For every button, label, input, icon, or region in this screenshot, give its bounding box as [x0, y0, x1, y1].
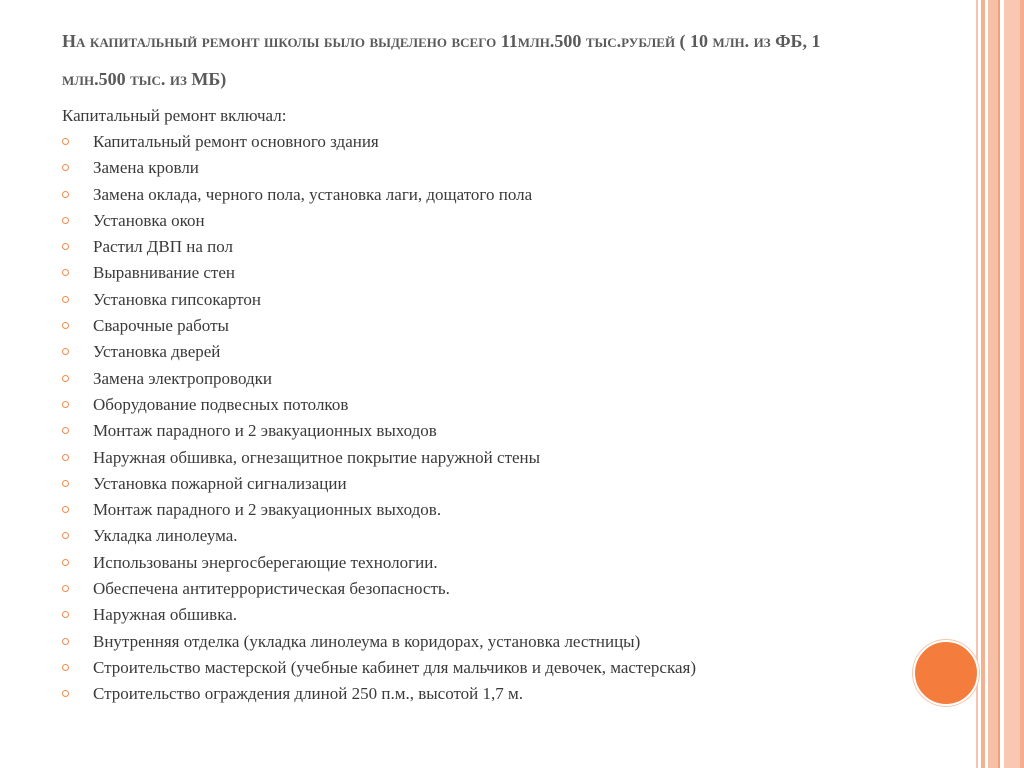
slide-title: На капитальный ремонт школы было выделено всего 11млн.500 тыс.рублей ( 10 млн. из ФБ, 1 млн.500 тыс. из МБ) [62, 31, 821, 89]
list-item [62, 234, 902, 260]
list-item-text: Замена электропроводки [93, 368, 272, 388]
list-item [62, 366, 902, 392]
list-item-text: Оборудование подвесных потолков [93, 394, 349, 414]
decorative-circle [913, 640, 979, 706]
list-item [62, 339, 902, 365]
list-item-text: Установка пожарной сигнализации [93, 473, 347, 493]
list-item-text: Использованы энергосберегающие технологии. [93, 552, 438, 572]
ring-bullet-icon [62, 348, 69, 355]
list-item-text: Установка гипсокартон [93, 289, 261, 309]
ring-bullet-icon [62, 480, 69, 487]
list-item-text: Монтаж парадного и 2 эвакуационных выходов [93, 421, 437, 441]
list-item [62, 155, 902, 181]
list-item-text: Сварочные работы [93, 316, 229, 336]
list-item-text: Укладка линолеума. [93, 526, 238, 546]
ring-bullet-icon [62, 217, 69, 224]
list-item [62, 497, 902, 523]
list-item [62, 550, 902, 576]
list-item [62, 392, 902, 418]
decorative-stripe [981, 0, 985, 768]
ring-bullet-icon [62, 559, 69, 566]
ring-bullet-icon [62, 585, 69, 592]
list-item-text: Растил ДВП на пол [93, 237, 234, 257]
decorative-stripe [976, 0, 978, 768]
list-item-text: Капитальный ремонт основного здания [93, 132, 379, 151]
ring-bullet-icon [62, 375, 69, 382]
list-item [62, 313, 902, 339]
list-item-text: Обеспечена антитеррористическая безопасность. [93, 579, 450, 599]
ring-bullet-icon [62, 638, 69, 645]
list-item-text: Установка дверей [93, 342, 221, 362]
ring-bullet-icon [62, 611, 69, 618]
list-item-text: Монтаж парадного и 2 эвакуационных выходов. [93, 500, 442, 520]
list-item [62, 655, 902, 681]
list-item [62, 287, 902, 313]
ring-bullet-icon [62, 322, 69, 329]
ring-bullet-icon [62, 664, 69, 671]
list-item [62, 445, 902, 471]
decorative-stripe [988, 0, 998, 768]
ring-bullet-icon [62, 690, 69, 697]
list-item-text: Установка окон [93, 210, 205, 230]
list-item [62, 602, 902, 628]
list-item-text: Строительство ограждения длиной 250 п.м., высотой 1,7 м. [93, 684, 524, 704]
list-item [62, 576, 902, 602]
list-item-text: Замена оклада, черного пола, установка лаги, дощатого пола [93, 184, 533, 204]
intro-text: Капитальный ремонт включал: [62, 106, 287, 125]
list-item-text: Наружная обшивка. [93, 605, 237, 625]
list-item-text: Замена кровли [93, 158, 199, 178]
ring-bullet-icon [62, 191, 69, 198]
list-item [62, 629, 902, 655]
bullet-list [62, 129, 902, 708]
list-item [62, 471, 902, 497]
decorative-stripe [998, 0, 1000, 768]
ring-bullet-icon [62, 506, 69, 513]
decorative-stripe [1004, 0, 1020, 768]
list-item [62, 681, 902, 707]
list-item-text: Строительство мастерской (учебные кабинет для мальчиков и девочек, мастерская) [93, 657, 696, 677]
list-item [62, 418, 902, 444]
ring-bullet-icon [62, 427, 69, 434]
ring-bullet-icon [62, 138, 69, 145]
list-item [62, 208, 902, 234]
slide-content [62, 103, 902, 708]
list-item [62, 523, 902, 549]
ring-bullet-icon [62, 296, 69, 303]
list-item [62, 182, 902, 208]
decorative-stripe [1020, 0, 1024, 768]
list-item [62, 260, 902, 286]
ring-bullet-icon [62, 401, 69, 408]
ring-bullet-icon [62, 269, 69, 276]
ring-bullet-icon [62, 532, 69, 539]
ring-bullet-icon [62, 243, 69, 250]
list-item-text: Внутренняя отделка (укладка линолеума в коридорах, установка лестницы) [93, 631, 641, 651]
ring-bullet-icon [62, 454, 69, 461]
ring-bullet-icon [62, 164, 69, 171]
list-item-text: Наружная обшивка, огнезащитное покрытие наружной стены [93, 447, 541, 467]
list-item [62, 129, 902, 155]
list-item-text: Выравнивание стен [93, 263, 235, 283]
